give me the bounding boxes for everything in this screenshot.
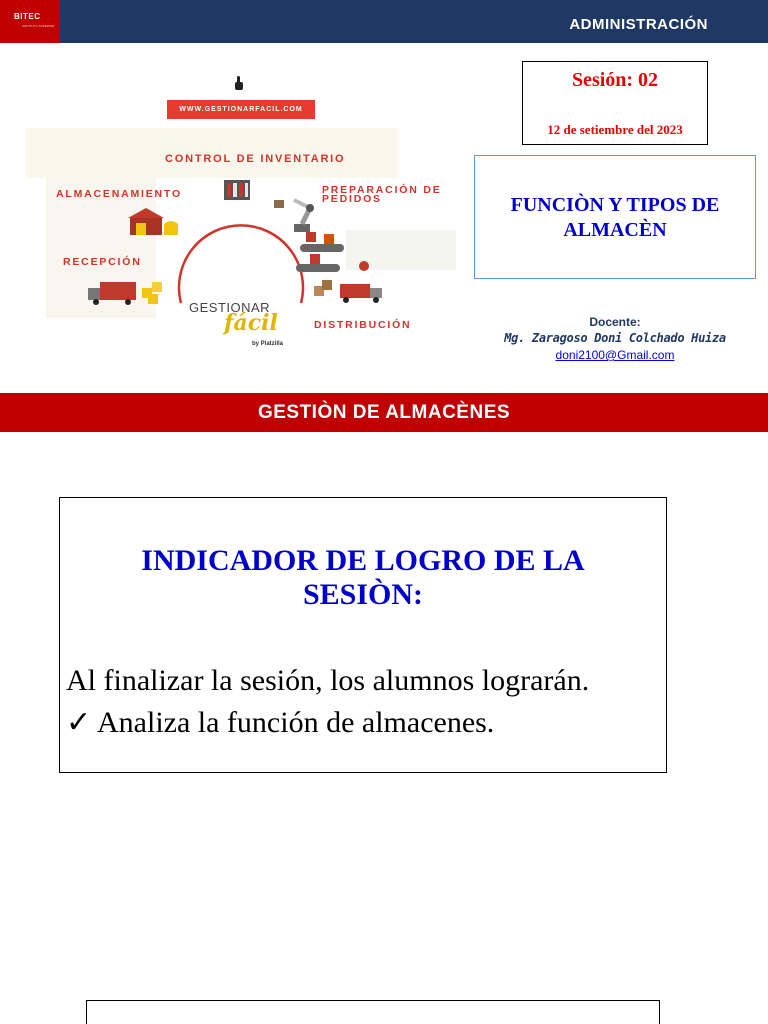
pointer-hand-icon bbox=[234, 76, 244, 92]
label-almacenamiento: ALMACENAMIENTO bbox=[56, 188, 182, 200]
brand-byline: by Platzilla bbox=[252, 341, 284, 347]
delivery-truck-icon bbox=[88, 280, 170, 306]
institution-logo bbox=[0, 0, 60, 43]
logo-text: BITEC bbox=[14, 12, 41, 21]
teacher-email-link[interactable]: doni2100@Gmail.com bbox=[555, 348, 675, 362]
session-number: Sesión: 02 bbox=[571, 69, 659, 91]
shelf-icon bbox=[224, 180, 250, 200]
section-banner bbox=[0, 393, 768, 432]
indicator-item-text: Analiza la función de almacenes. bbox=[97, 706, 495, 739]
indicator-intro: Al finalizar la sesión, los alumnos lograrán. bbox=[66, 664, 590, 697]
label-preparacion-2: PEDIDOS bbox=[322, 193, 382, 205]
indicator-title bbox=[60, 544, 666, 612]
label-recepcion: RECEPCIÓN bbox=[63, 256, 142, 268]
topic-title-line2: ALMACÈN bbox=[563, 219, 667, 241]
checkmark-icon: ✓ bbox=[66, 706, 92, 739]
brand-facil: fácil bbox=[224, 310, 278, 336]
session-date: 12 de setiembre del 2023 bbox=[547, 122, 683, 137]
indicator-title-line1: INDICADOR DE LOGRO DE LA bbox=[141, 544, 585, 577]
course-title: ADMINISTRACIÓN bbox=[569, 16, 708, 33]
achievement-indicator-box bbox=[59, 497, 667, 773]
brand-gestionar: GESTIONAR bbox=[189, 300, 271, 315]
banner-title: GESTIÒN DE ALMACÈNES bbox=[257, 402, 511, 423]
logo-subtext: INSTITUTO SUPERIOR bbox=[22, 24, 55, 28]
topic-box bbox=[474, 155, 756, 279]
warehouse-icon bbox=[126, 206, 180, 236]
label-preparacion-1: PREPARACIÓN DE bbox=[322, 184, 442, 196]
distribution-truck-icon bbox=[312, 258, 388, 306]
indicator-title-line2: SESIÒN: bbox=[302, 578, 424, 611]
top-bar bbox=[0, 0, 768, 43]
label-control-inventario: CONTROL DE INVENTARIO bbox=[165, 153, 346, 165]
label-distribucion: DISTRIBUCIÓN bbox=[314, 319, 412, 331]
next-content-box bbox=[86, 1000, 660, 1024]
session-box bbox=[522, 61, 708, 145]
website-url: WWW.GESTIONARFACIL.COM bbox=[167, 100, 315, 119]
robot-arm-icon bbox=[274, 192, 322, 232]
teacher-name: Mg. Zaragoso Doni Colchado Huiza bbox=[504, 331, 726, 345]
warehouse-infographic bbox=[26, 60, 456, 360]
topic-title bbox=[475, 193, 755, 243]
teacher-label: Docente: bbox=[589, 315, 641, 329]
indicator-item bbox=[66, 706, 494, 740]
topic-title-line1: FUNCIÒN Y TIPOS DE bbox=[510, 194, 720, 216]
